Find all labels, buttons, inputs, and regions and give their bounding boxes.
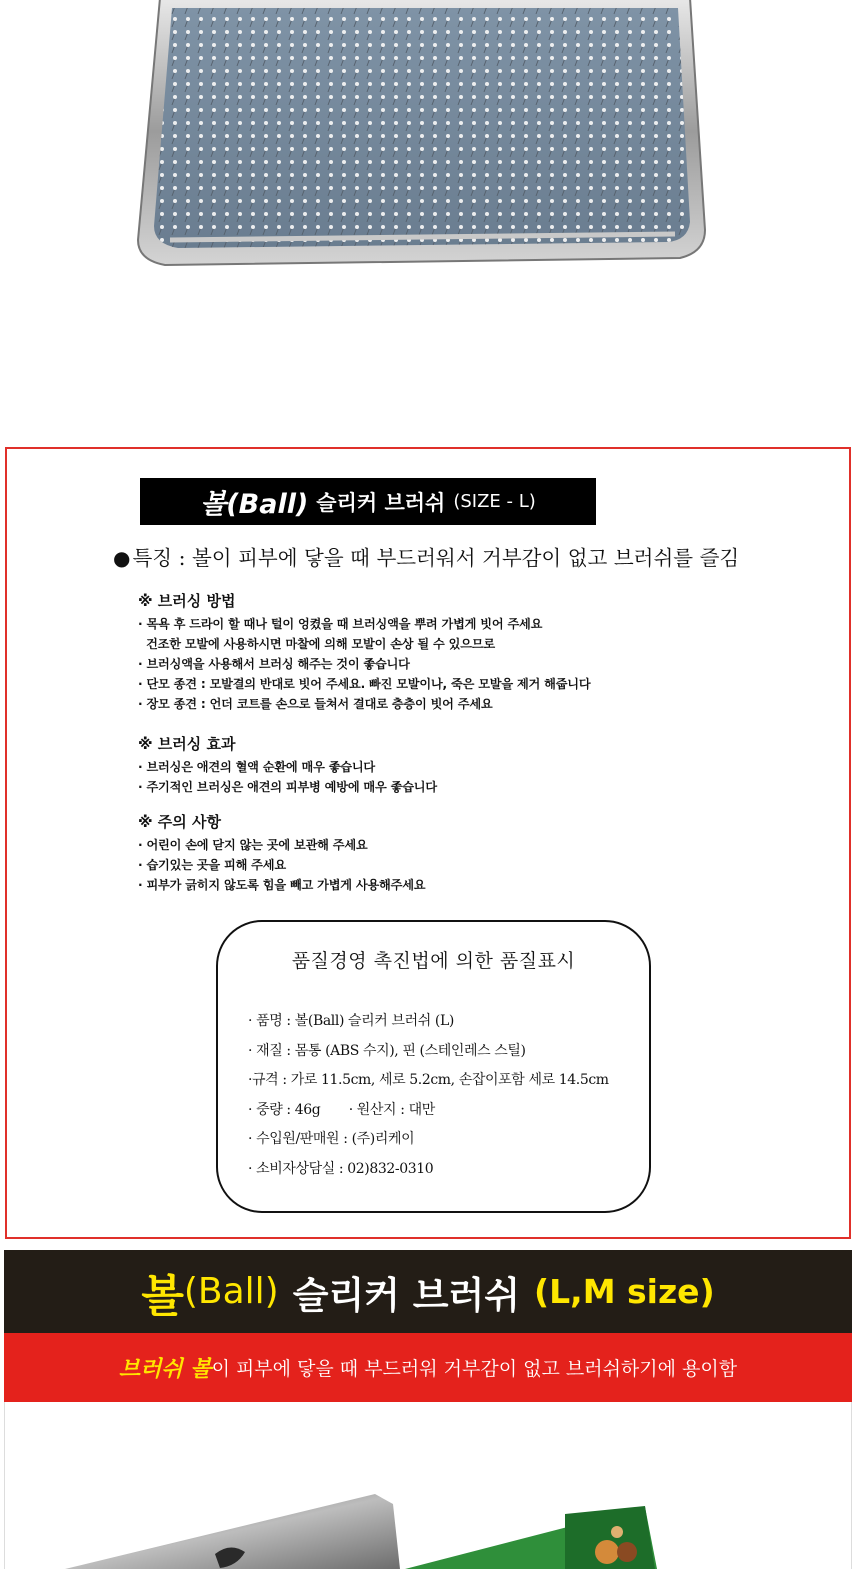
- tagline-banner: [4, 1333, 852, 1402]
- title-product-name: 슬리커 브러쉬: [316, 490, 446, 515]
- tagline-text: 이 피부에 닿을 때 부드러워 거부감이 없고 브러쉬하기에 용이함: [211, 1358, 738, 1380]
- title-size: (SIZE - L): [453, 491, 536, 512]
- feature-text: 특징 : 볼이 피부에 닿을 때 부드러워서 거부감이 없고 브러쉬를 즐김: [132, 546, 740, 570]
- banner-brand-char: 볼: [141, 1270, 184, 1322]
- quality-label-list: [248, 1007, 609, 1184]
- quality-item: · 재질 : 몸통 (ABS 수지), 핀 (스테인레스 스틸): [248, 1042, 526, 1059]
- list-item: 건조한 모발에 사용하시면 마찰에 의해 모발이 손상 될 수 있으므로: [138, 637, 495, 651]
- quality-item: · 수입원/판매원 : (주)리케이: [248, 1131, 415, 1147]
- list-item: · 주기적인 브러싱은 애견의 피부병 예방에 매우 좋습니다: [138, 780, 437, 794]
- brush-head-illustration: [130, 0, 715, 270]
- feature-line: [113, 541, 739, 571]
- title-brand: 볼(Ball): [200, 489, 309, 520]
- list-item: · 브러싱은 애견의 혈액 순환에 매우 좋습니다: [138, 760, 376, 774]
- list-item: · 습기있는 곳을 피해 주세요: [138, 858, 286, 872]
- quality-item: · 중량 : 46g · 원산지 : 대만: [248, 1101, 435, 1118]
- quality-label-box: [216, 920, 651, 1213]
- list-item: · 장모 종견 : 언더 코트를 손으로 들쳐서 결대로 층층이 빗어 주세요: [138, 697, 493, 711]
- caution-section: [138, 811, 425, 895]
- brushing-effect-section: [138, 733, 437, 797]
- banner-product-name: 슬리커 브러쉬: [292, 1273, 521, 1317]
- bullet-icon: ●: [113, 546, 131, 570]
- list-item: · 피부가 긁히지 않도록 힘을 빼고 가볍게 사용해주세요: [138, 878, 426, 892]
- section-heading: ※ 브러싱 효과: [138, 735, 236, 753]
- spec-panel: [5, 447, 851, 1239]
- banner-size: (L,M size): [534, 1272, 715, 1311]
- product-title-bar: [140, 478, 596, 525]
- list-item: · 단모 종견 : 모발결의 반대로 빗어 주세요. 빠진 모발이나, 죽은 모발을 제거 해줍니다: [138, 677, 591, 691]
- quality-item: · 소비자상담실 : 02)832-0310: [248, 1160, 434, 1177]
- quality-item: ·규격 : 가로 11.5cm, 세로 5.2cm, 손잡이포함 세로 14.5cm: [248, 1072, 609, 1088]
- package-photo: [5, 1402, 852, 1569]
- quality-item: · 품명 : 볼(Ball) 슬리커 브러쉬 (L): [248, 1013, 454, 1029]
- list-item: · 목욕 후 드라이 할 때나 털이 엉켰을 때 브러싱액을 뿌려 가볍게 빗어 주세요: [138, 617, 543, 631]
- quality-label-title: 품질경영 촉진법에 의한 품질표시: [291, 950, 576, 972]
- product-banner: [4, 1250, 852, 1333]
- package-photo-area: [4, 1402, 852, 1569]
- brush-photo-top: [130, 0, 715, 270]
- list-item: · 브러싱액을 사용해서 브러싱 해주는 것이 좋습니다: [138, 657, 410, 671]
- list-item: · 어린이 손에 닫지 않는 곳에 보관해 주세요: [138, 838, 368, 852]
- section-heading: ※ 브러싱 방법: [138, 592, 236, 610]
- banner-brand-paren: (Ball): [183, 1271, 279, 1312]
- section-heading: ※ 주의 사항: [138, 813, 221, 831]
- tagline-highlight: 브러쉬 볼: [118, 1357, 212, 1382]
- brushing-method-section: [138, 590, 590, 714]
